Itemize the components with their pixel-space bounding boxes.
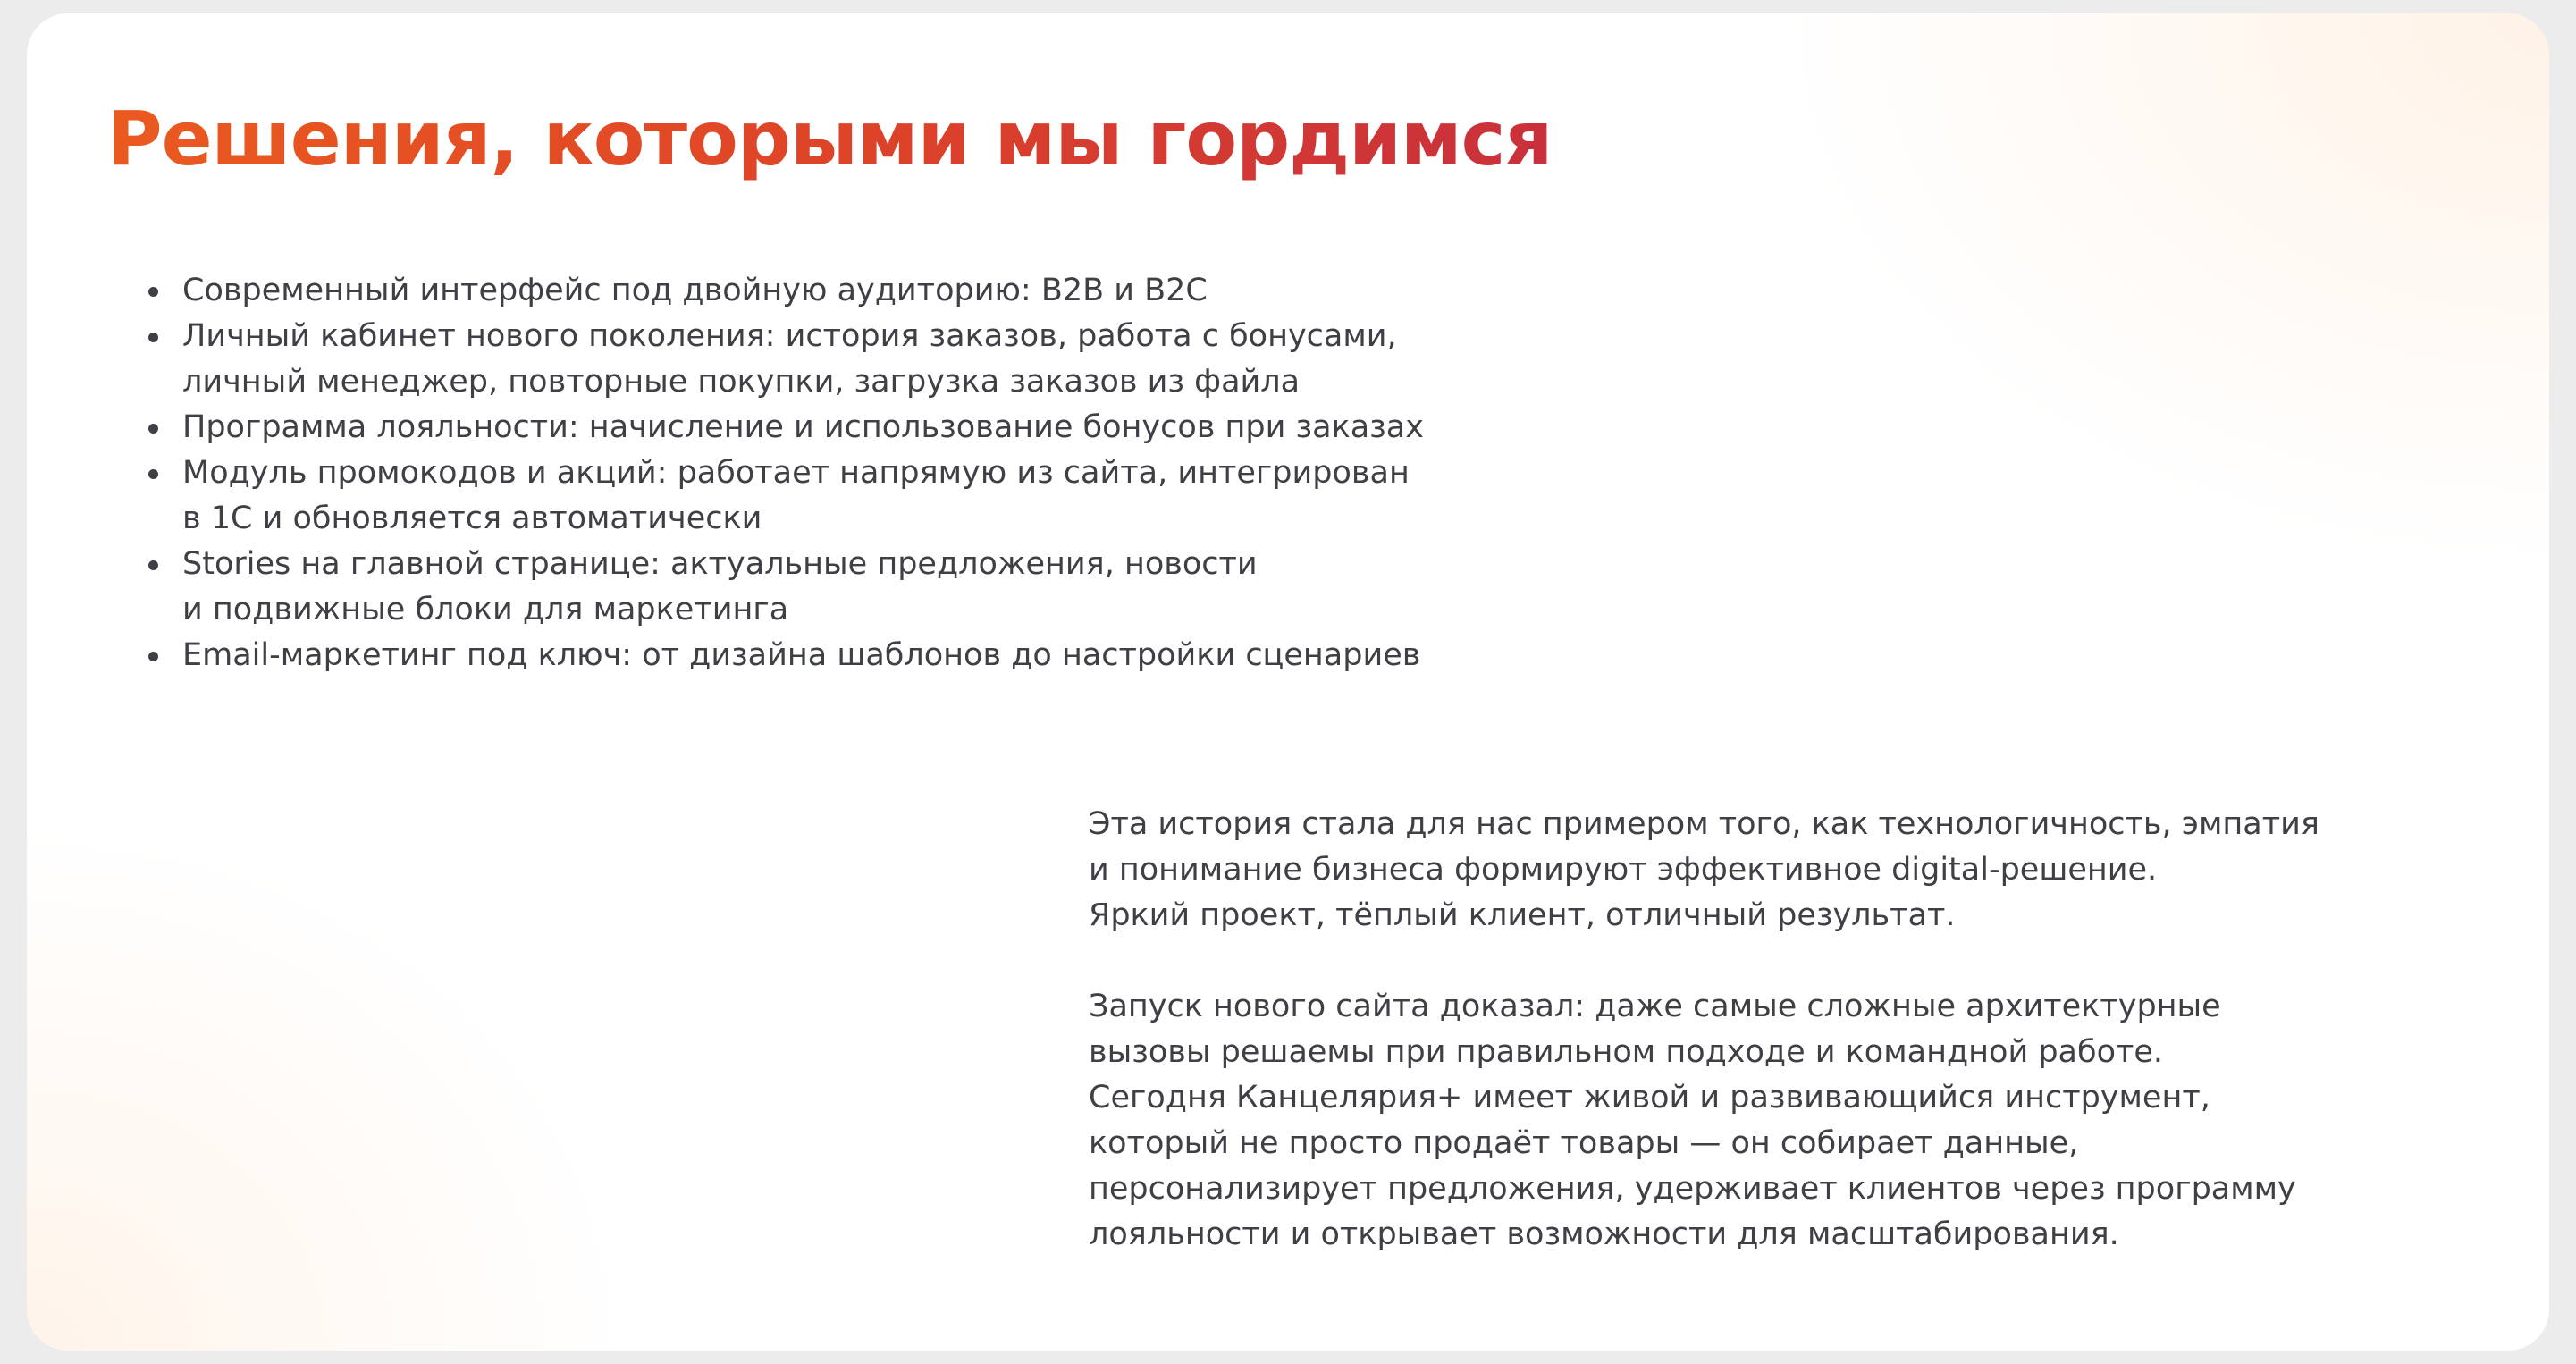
bullet-icon xyxy=(148,424,158,434)
feature-line: Email-маркетинг под ключ: от дизайна шаблонов до настройки сценариев xyxy=(182,637,1421,673)
paragraph-line: Запуск нового сайта доказал: даже самые сложные архитектурные xyxy=(1089,989,2221,1024)
paragraph-line: вызовы решаемы при правильном подходе и командной работе. xyxy=(1089,1034,2164,1070)
paragraph-line: Эта история стала для нас примером того, как технологичность, эмпатия xyxy=(1089,806,2319,842)
paragraph-line: Сегодня Канцелярия+ имеет живой и развивающийся инструмент, xyxy=(1089,1080,2210,1116)
feature-line: Личный кабинет нового поколения: история заказов, работа с бонусами, xyxy=(182,318,1397,354)
feature-item xyxy=(122,633,1553,678)
paragraph-line: Яркий проект, тёплый клиент, отличный результат. xyxy=(1089,897,1956,933)
feature-item xyxy=(122,268,1553,314)
feature-item xyxy=(122,314,1553,405)
conclusion-text xyxy=(1089,802,2483,1258)
page-title: Решения, которыми мы гордимся xyxy=(107,85,1552,192)
bullet-icon xyxy=(148,333,158,342)
feature-item xyxy=(122,450,1553,542)
feature-line: Современный интерфейс под двойную аудиторию: B2B и B2C xyxy=(182,273,1208,308)
bullet-icon xyxy=(148,652,158,661)
features-list xyxy=(122,268,1553,678)
bullet-icon xyxy=(148,287,158,297)
paragraph-line: лояльности и открывает возможности для масштабирования. xyxy=(1089,1217,2119,1252)
content-card xyxy=(27,13,2549,1351)
conclusion-paragraph xyxy=(1089,802,2483,939)
feature-line: личный менеджер, повторные покупки, загрузка заказов из файла xyxy=(182,364,1301,400)
feature-item xyxy=(122,542,1553,633)
paragraph-line: который не просто продаёт товары — он собирает данные, xyxy=(1089,1125,2079,1161)
bullet-icon xyxy=(148,560,158,570)
feature-line: и подвижные блоки для маркетинга xyxy=(182,592,789,627)
conclusion-paragraph xyxy=(1089,984,2483,1258)
feature-line: Stories на главной странице: актуальные предложения, новости xyxy=(182,546,1258,582)
bullet-icon xyxy=(148,469,158,479)
feature-line: Модуль промокодов и акций: работает напрямую из сайта, интегрирован xyxy=(182,455,1410,491)
feature-line: Программа лояльности: начисление и использование бонусов при заказах xyxy=(182,409,1424,445)
feature-line: в 1С и обновляется автоматически xyxy=(182,501,762,536)
paragraph-line: и понимание бизнеса формируют эффективное digital-решение. xyxy=(1089,852,2158,888)
paragraph-line: персонализирует предложения, удерживает клиентов через программу xyxy=(1089,1171,2296,1207)
feature-item xyxy=(122,405,1553,450)
